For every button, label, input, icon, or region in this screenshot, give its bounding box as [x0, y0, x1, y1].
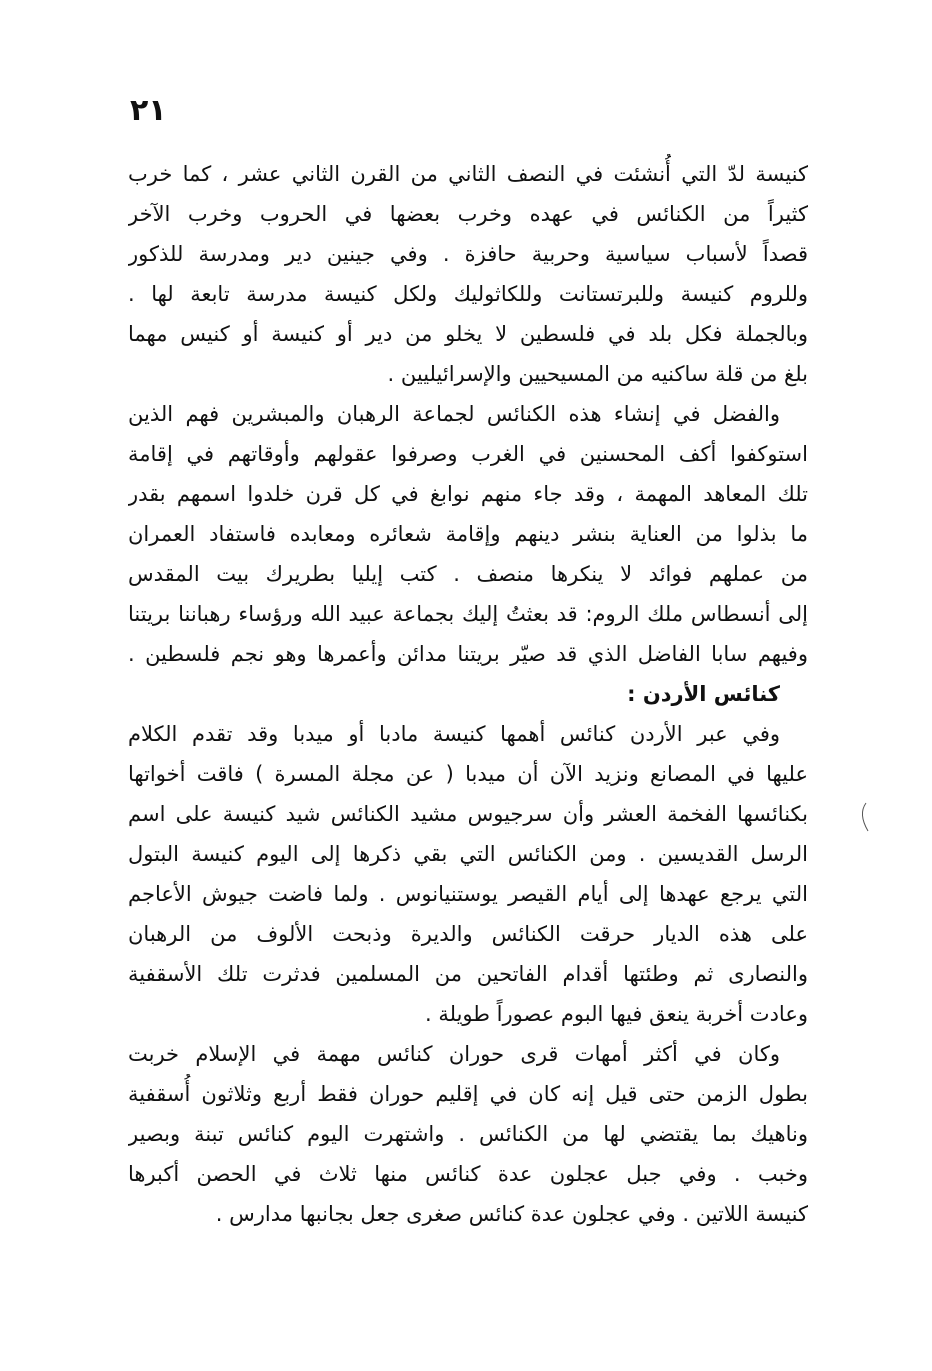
text-line: والفضل في إنشاء هذه الكنائس لجماعة الرهبان والمبشرين فهم الذين	[128, 402, 780, 426]
text-line: وناهيك بما يقتضي لها من الكنائس . واشتهرت اليوم كنائس تبنة وبصير	[128, 1122, 808, 1146]
text-line: عليها في المصانع ونزيد الآن أن ميدبا ( عن مجلة المسرة ) فاقت أخواتها	[128, 762, 808, 786]
text-line: استوكفوا أكف المحسنين في الغرب وصرفوا عقولهم وأوقاتهم في إقامة	[128, 442, 808, 466]
text-line: على هذه الديار حرقت الكنائس والديرة وذبحت الألوف من الرهبان	[128, 922, 808, 946]
text-line: والنصارى ثم وطئتها أقدام الفاتحين من المسلمين فدثرت تلك الأسقفية	[128, 962, 808, 986]
text-line: إلى أنسطاس ملك الروم: قد بعثتُ إليك بجماعة عبيد الله ورؤساء رهباننا بريتنا	[128, 602, 808, 626]
text-line: الرسل القديسين . ومن الكنائس التي بقي ذكرها إلى اليوم كنيسة البتول	[128, 842, 808, 866]
text-line: قصداً لأسباب سياسية وحربية حافزة . وفي جينين دير ومدرسة للذكور	[128, 242, 808, 266]
body-text	[128, 154, 808, 1234]
text-line: ما بذلوا من العناية بنشر دينهم وإقامة شعائره ومعابده فاستفاد العمران	[128, 522, 808, 546]
text-line: بكنائسها الفخمة العشر وأن سرجيوس مشيد الكنائس شيد كنيسة على اسم	[128, 802, 808, 826]
text-line: كنيسة لدّ التي أُنشئت في النصف الثاني من القرن الثاني عشر ، كما خرب	[128, 162, 808, 186]
text-line: وخبب . وفي جبل عجلون عدة كنائس منها ثلاث في الحصن أكبرها	[128, 1162, 808, 1186]
text-line: وعادت أخربة ينعق فيها البوم عصوراً طويلة .	[425, 1002, 808, 1026]
text-line: وبالجملة فكل بلد في فلسطين لا يخلو من دير أو كنيسة أو كنيس مهما	[128, 322, 808, 346]
text-line: من عملهم فوائد لا ينكرها منصف . كتب إيليا بطريرك بيت المقدس	[128, 562, 808, 586]
text-line: بلغ من قلة ساكنيه من المسيحيين والإسرائيليين .	[387, 362, 808, 386]
text-line: بطول الزمن حتى قيل إنه كان في إقليم حوران فقط أربع وثلاثون أُسقفية	[128, 1082, 808, 1106]
text-line: كثيراً من الكنائس في عهده وخرب بعضها في الحروب وخرب الآخر	[128, 202, 808, 226]
page-number: ٢١	[130, 93, 167, 128]
text-line: تلك المعاهد المهمة ، وقد جاء منهم نوابغ في كل قرن خلدوا اسمهم بقدر	[128, 482, 808, 506]
margin-mark	[856, 802, 870, 832]
text-line: وللروم كنيسة وللبرتستانت وللكاثوليك ولكل كنيسة مدرسة تابعة لها .	[128, 282, 808, 306]
text-line: وفيهم سابا الفاضل الذي قد صيّر بريتنا مدائن وأعمرها وهو نجم فلسطين .	[128, 642, 808, 666]
text-line: وفي عبر الأردن كنائس أهمها كنيسة مادبا أو ميدبا وقد تقدم الكلام	[128, 722, 780, 746]
section-heading: كنائس الأردن :	[627, 682, 780, 706]
text-line: التي يرجع عهدها إلى أيام القيصر يوستنيانوس . ولما فاضت جيوش الأعاجم	[128, 882, 808, 906]
text-line: وكان في أكثر أمهات قرى حوران كنائس مهمة في الإسلام خربت	[128, 1042, 780, 1066]
text-line: كنيسة اللاتين . وفي عجلون عدة كنائس صغرى جعل بجانبها مدارس .	[215, 1202, 808, 1226]
